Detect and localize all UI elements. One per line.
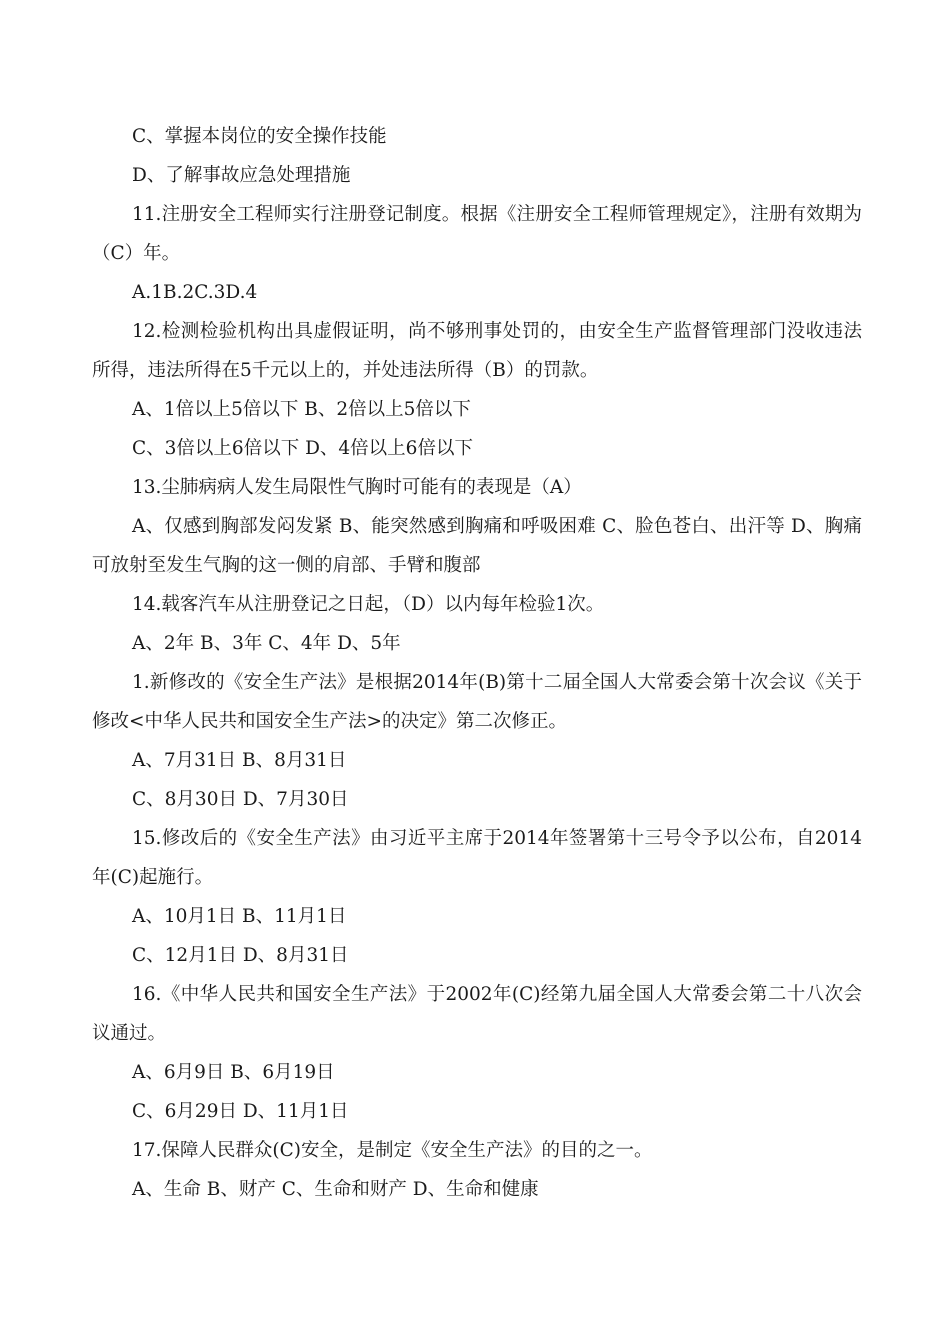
option-line: A、2年 B、3年 C、4年 D、5年 [132, 633, 401, 654]
option-line: C、3倍以上6倍以下 D、4倍以上6倍以下 [132, 438, 473, 459]
question-16: 16.《中华人民共和国安全生产法》于2002年(C)经第九届全国人大常委会第二十八次会议通过。 [92, 984, 862, 1044]
option-line: A、7月31日 B、8月31日 [132, 750, 347, 771]
option-line: A.1B.2C.3D.4 [132, 282, 258, 303]
option-line: D、了解事故应急处理措施 [132, 165, 351, 186]
question-1: 1.新修改的《安全生产法》是根据2014年(B)第十二届全国人大常委会第十次会议《关于修改<中华人民共和国安全生产法>的决定》第二次修正。 [92, 672, 862, 732]
option-line: A、1倍以上5倍以下 B、2倍以上5倍以下 [132, 399, 471, 420]
question-12: 12.检测检验机构出具虚假证明，尚不够刑事处罚的，由安全生产监督管理部门没收违法所得，违法所得在5千元以上的，并处违法所得（B）的罚款。 [92, 321, 862, 381]
option-line: A、6月9日 B、6月19日 [132, 1062, 335, 1083]
option-line: A、10月1日 B、11月1日 [132, 906, 347, 927]
option-line: A、生命 B、财产 C、生命和财产 D、生命和健康 [132, 1179, 539, 1200]
option-line: C、6月29日 D、11月1日 [132, 1101, 349, 1122]
document-body [92, 117, 862, 1209]
question-15: 15.修改后的《安全生产法》由习近平主席于2014年签署第十三号令予以公布，自2014年(C)起施行。 [92, 828, 862, 888]
option-line: C、8月30日 D、7月30日 [132, 789, 349, 810]
question-13: 13.尘肺病病人发生局限性气胸时可能有的表现是（A） [132, 477, 582, 498]
option-line: C、12月1日 D、8月31日 [132, 945, 349, 966]
question-14: 14.载客汽车从注册登记之日起，（D）以内每年检验1次。 [132, 594, 605, 615]
option-line: C、掌握本岗位的安全操作技能 [132, 126, 387, 147]
option-line: A、仅感到胸部发闷发紧 B、能突然感到胸痛和呼吸困难 C、脸色苍白、出汗等 D、胸痛可放射至发生气胸的这一侧的肩部、手臂和腹部 [92, 516, 862, 576]
question-17: 17.保障人民群众(C)安全，是制定《安全生产法》的目的之一。 [132, 1140, 653, 1161]
question-11: 11.注册安全工程师实行注册登记制度。根据《注册安全工程师管理规定》，注册有效期为（C）年。 [92, 204, 862, 264]
